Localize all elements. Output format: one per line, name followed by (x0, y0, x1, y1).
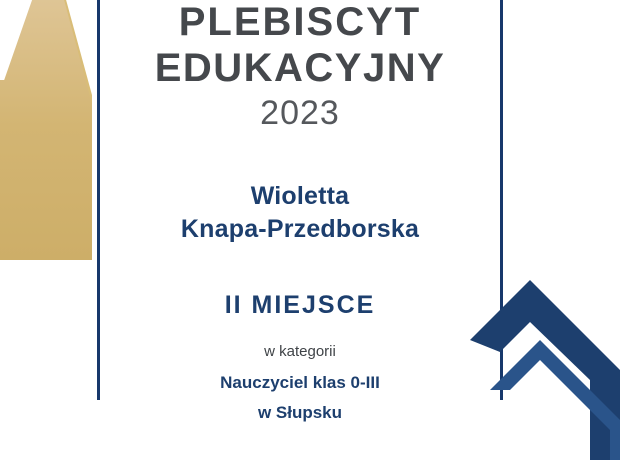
winner-first-name: Wioletta (250, 182, 350, 210)
category-value: Nauczyciel klas 0-III (220, 373, 380, 392)
category-label: w kategorii (264, 343, 336, 360)
certificate-title-line1: PLEBISCYT (178, 0, 422, 44)
certificate-title-line2: EDUKACYJNY (154, 46, 446, 90)
region-label: w Słupsku (257, 403, 343, 422)
certificate-year: 2023 (260, 94, 340, 132)
certificate-content (100, 0, 500, 422)
winner-name (100, 180, 500, 246)
winner-last-name: Knapa-Przedborska (180, 215, 420, 243)
place-award: II MIEJSCE (224, 291, 376, 319)
